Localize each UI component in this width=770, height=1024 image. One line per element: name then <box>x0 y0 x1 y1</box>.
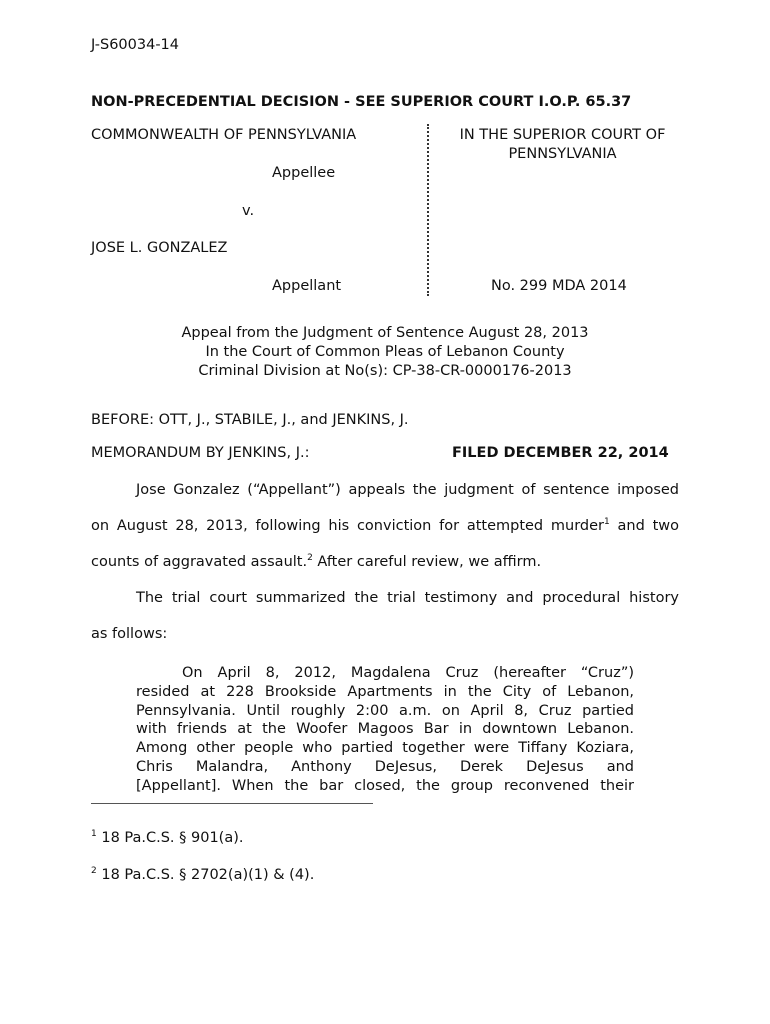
body-text: Jose Gonzalez (“Appellant”) appeals the judgment of sentence imposed <box>136 482 679 498</box>
footnote-number: 2 <box>91 866 97 877</box>
quote-line: Among other people who partied together were Tiffany Koziara, <box>136 740 634 757</box>
body-paragraph-1-line-1 <box>91 482 679 498</box>
body-text: The trial court summarized the trial testimony and procedural history <box>136 590 679 606</box>
footnote-ref-2[interactable]: 2 <box>307 553 313 564</box>
body-paragraph-2-line-1 <box>91 590 679 606</box>
body-paragraph-1-line-3 <box>91 554 541 570</box>
body-text: on August 28, 2013, following his conviction for attempted murder <box>91 518 605 534</box>
quote-line: with friends at the Woofer Magoos Bar in downtown Lebanon. <box>136 721 634 738</box>
footnote-ref-1[interactable]: 1 <box>604 517 610 528</box>
quote-line: resided at 228 Brookside Apartments in the City of Lebanon, <box>136 683 634 700</box>
non-precedential-banner: NON-PRECEDENTIAL DECISION - SEE SUPERIOR COURT I.O.P. 65.37 <box>91 94 632 110</box>
appeal-line-1: Appeal from the Judgment of Sentence August 28, 2013 <box>181 325 589 341</box>
appeal-line-3: Criminal Division at No(s): CP-38-CR-0000176-2013 <box>198 363 572 379</box>
appeal-line-2: In the Court of Common Pleas of Lebanon County <box>205 344 565 360</box>
quote-line: On April 8, 2012, Magdalena Cruz (hereafter “Cruz”) <box>182 665 634 681</box>
footnote-text: 18 Pa.C.S. § 901(a). <box>96 830 244 846</box>
caption-versus: v. <box>242 203 255 219</box>
body-paragraph-2-line-2: as follows: <box>91 626 168 642</box>
caption-role-appellant: Appellant <box>272 278 342 294</box>
caption-role-appellee: Appellee <box>272 165 336 181</box>
quote-line: Chris Malandra, Anthony DeJesus, Derek DeJesus and <box>136 758 634 775</box>
docket-number: No. 299 MDA 2014 <box>491 278 627 294</box>
caption-party-commonwealth: COMMONWEALTH OF PENNSYLVANIA <box>91 127 357 143</box>
court-name-line1: IN THE SUPERIOR COURT OF <box>459 127 666 143</box>
document-id: J-S60034-14 <box>91 37 180 53</box>
court-name-line2: PENNSYLVANIA <box>508 146 617 162</box>
footnote-1 <box>91 830 244 846</box>
memorandum-author: MEMORANDUM BY JENKINS, J.: <box>91 445 310 461</box>
before-panel: BEFORE: OTT, J., STABILE, J., and JENKINS, J. <box>91 412 409 428</box>
body-text: and two <box>609 518 679 534</box>
body-paragraph-1-line-2 <box>91 518 679 534</box>
quote-line: [Appellant]. When the bar closed, the group reconvened their <box>136 777 634 794</box>
caption-party-defendant: JOSE L. GONZALEZ <box>91 240 228 256</box>
caption-divider <box>427 124 429 296</box>
footnote-number: 1 <box>91 829 97 840</box>
quote-line: Pennsylvania. Until roughly 2:00 a.m. on April 8, Cruz partied <box>136 702 634 719</box>
body-text: counts of aggravated assault. <box>91 554 308 570</box>
block-quote <box>136 664 634 796</box>
body-text: After careful review, we affirm. <box>312 554 542 570</box>
footnote-2 <box>91 867 314 883</box>
footnote-separator <box>91 803 373 804</box>
filed-date: FILED DECEMBER 22, 2014 <box>452 445 669 461</box>
footnote-text: 18 Pa.C.S. § 2702(a)(1) & (4). <box>96 867 315 883</box>
